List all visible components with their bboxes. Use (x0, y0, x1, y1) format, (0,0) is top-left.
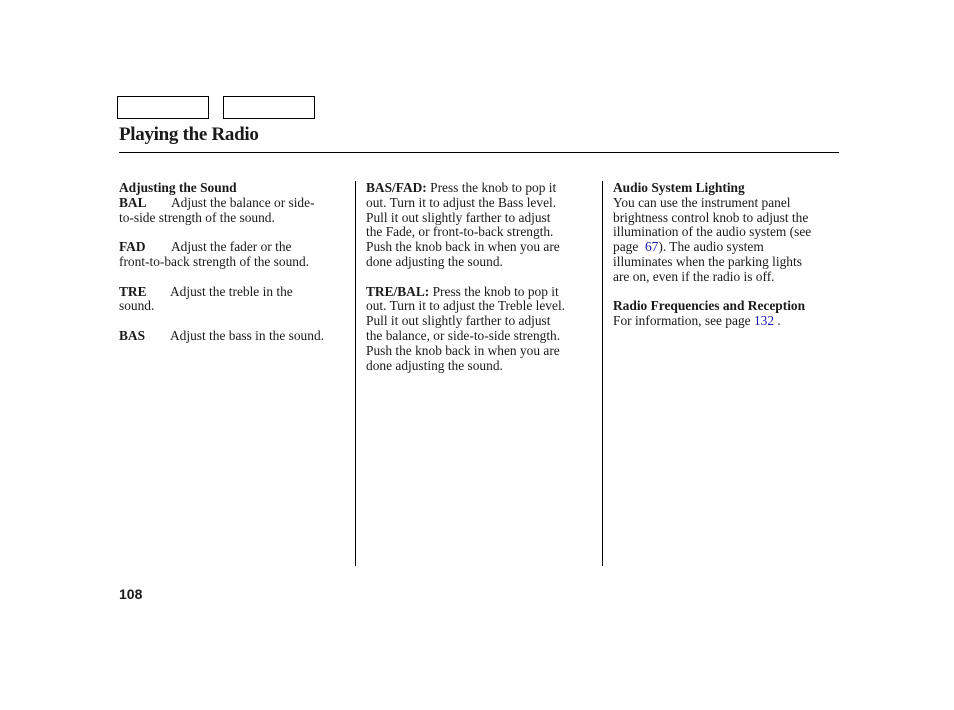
page-title: Playing the Radio (119, 124, 259, 145)
bas-fad-line: Pull it out slightly farther to adjust (366, 209, 551, 225)
item-bas (119, 329, 349, 344)
column-adjusting-sound (119, 181, 349, 344)
section-heading-radio-reception: Radio Frequencies and Reception (613, 298, 806, 314)
desc-bal-line1: Adjust the balance or side- (171, 194, 315, 210)
item-fad (119, 240, 349, 270)
bas-fad-line: done adjusting the sound. (366, 253, 503, 269)
term-tre-bal: TRE/BAL: (366, 283, 430, 299)
desc-bal-rest: to-side strength of the sound. (119, 209, 275, 225)
desc-tre-line1: Adjust the treble in the (170, 283, 293, 299)
lighting-line: are on, even if the radio is off. (613, 268, 775, 284)
section-heading-audio-lighting: Audio System Lighting (613, 180, 745, 195)
para-tre-bal (366, 285, 598, 374)
column-divider-1 (355, 181, 356, 566)
bas-fad-line: the Fade, or front-to-back strength. (366, 224, 554, 240)
lighting-line: illumination of the audio system (see (613, 224, 812, 240)
desc-bas-line1: Adjust the bass in the sound. (170, 327, 324, 343)
tre-bal-line: out. Turn it to adjust the Treble level. (366, 298, 566, 314)
lighting-line: You can use the instrument panel (613, 194, 791, 210)
item-bal (119, 196, 349, 226)
bas-fad-line: Press the knob to pop it (430, 180, 557, 195)
tre-bal-line: the balance, or side-to-side strength. (366, 327, 561, 343)
title-rule (119, 152, 839, 153)
desc-fad-line1: Adjust the fader or the (171, 239, 292, 255)
term-bal: BAL (119, 194, 147, 210)
bas-fad-line: Push the knob back in when you are (366, 239, 560, 255)
lighting-line: illuminates when the parking lights (613, 253, 802, 269)
lighting-line: brightness control knob to adjust the (613, 209, 809, 225)
item-tre (119, 285, 349, 315)
lighting-line: page (613, 239, 639, 255)
bas-fad-line: out. Turn it to adjust the Bass level. (366, 194, 557, 210)
column-knob-functions (366, 181, 598, 373)
tre-bal-line: Press the knob to pop it (432, 283, 559, 299)
nav-index-button[interactable] (223, 96, 315, 119)
desc-fad-rest: front-to-back strength of the sound. (119, 253, 310, 269)
term-tre: TRE (119, 283, 147, 299)
page-132-link[interactable]: 132 (753, 313, 775, 329)
term-bas-fad: BAS/FAD: (366, 180, 427, 195)
lighting-line: ). The audio system (658, 239, 764, 255)
term-bas: BAS (119, 327, 146, 343)
tre-bal-line: done adjusting the sound. (366, 357, 503, 373)
page-67-link[interactable]: 67 (644, 239, 659, 255)
para-bas-fad (366, 181, 598, 270)
column-lighting-reception (613, 181, 843, 329)
page-number: 108 (119, 586, 143, 602)
section-radio-reception (613, 299, 843, 329)
section-audio-lighting (613, 181, 843, 285)
nav-main-menu-button[interactable] (117, 96, 209, 119)
column-divider-2 (602, 181, 603, 566)
tre-bal-line: Push the knob back in when you are (366, 342, 560, 358)
reception-text: For information, see page (613, 313, 751, 329)
tre-bal-line: Pull it out slightly farther to adjust (366, 313, 551, 329)
reception-text-end: . (777, 313, 781, 329)
desc-tre-rest: sound. (119, 298, 155, 314)
term-fad: FAD (119, 239, 146, 255)
section-heading-adjusting-sound: Adjusting the Sound (119, 180, 237, 195)
